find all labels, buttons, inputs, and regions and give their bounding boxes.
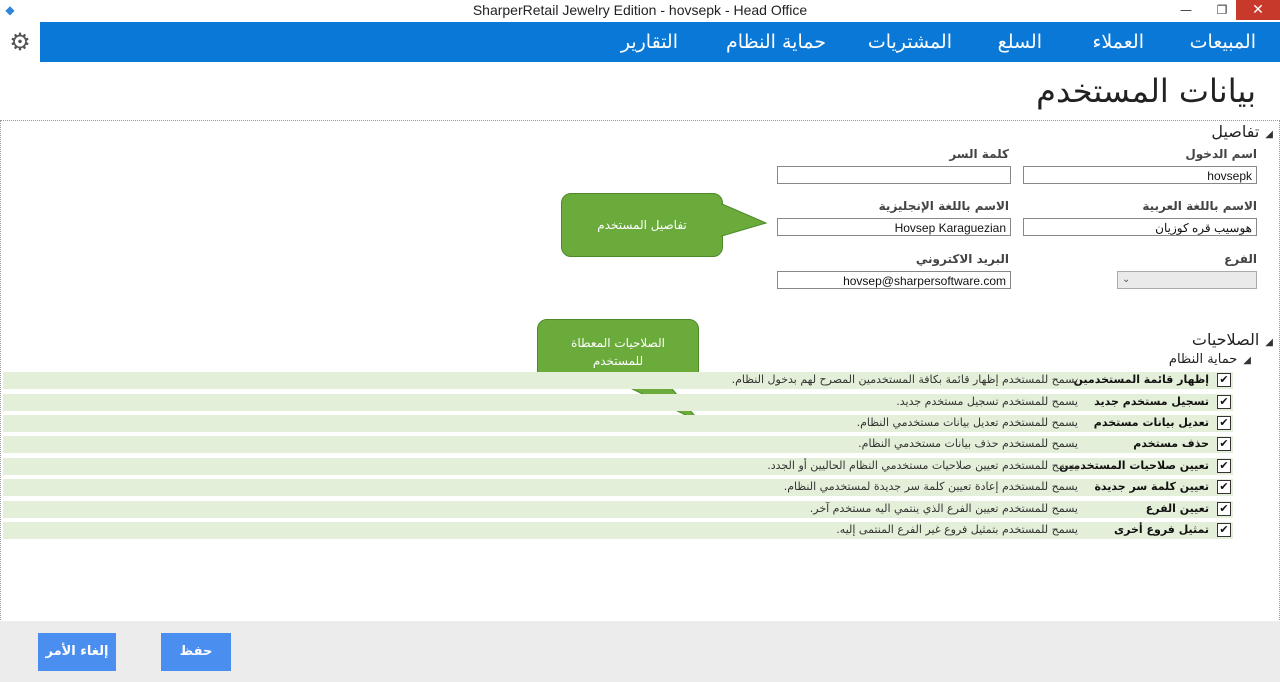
details-callout-text: تفاصيل المستخدم: [597, 218, 687, 232]
restore-button[interactable]: ❐: [1216, 3, 1228, 17]
window-titlebar: [0, 0, 1280, 22]
email-input[interactable]: hovsep@sharpersoftware.com: [777, 271, 1011, 289]
permissions-group-header[interactable]: [1169, 352, 1251, 367]
permission-checkbox[interactable]: ✔: [1217, 416, 1231, 430]
permissions-section-title: الصلاحيات: [1191, 330, 1260, 349]
name-en-input[interactable]: Hovsep Karaguezian: [777, 218, 1011, 236]
footer-bar: [0, 621, 1280, 682]
gem-icon: ◆: [5, 3, 15, 17]
password-label: كلمة السر: [949, 147, 1009, 161]
content-panel: [0, 120, 1280, 622]
details-section-title: تفاصيل: [1211, 122, 1260, 141]
permission-description: يسمح للمستخدم تعيين الفرع الذي ينتمي اليه مستخدم آخر.: [809, 502, 1078, 515]
collapse-triangle-icon[interactable]: ◢: [1265, 129, 1273, 140]
permission-row: [3, 458, 1233, 475]
permission-checkbox[interactable]: ✔: [1217, 437, 1231, 451]
minimize-button[interactable]: —: [1180, 3, 1192, 17]
cancel-button[interactable]: إلغاء الأمر: [38, 633, 116, 671]
permission-description: يسمح للمستخدم تسجيل مستخدم جديد.: [896, 395, 1078, 408]
permission-name: تمثيل فروع أخرى: [1114, 523, 1209, 536]
main-nav: [0, 22, 1280, 62]
permission-name: تعيين صلاحيات المستخدمين: [1059, 459, 1209, 472]
nav-item-reports[interactable]: التقارير: [620, 31, 678, 53]
details-callout: [561, 193, 723, 257]
gear-icon[interactable]: ⚙: [0, 22, 40, 62]
password-input[interactable]: [777, 166, 1011, 184]
permission-checkbox[interactable]: ✔: [1217, 480, 1231, 494]
username-label: اسم الدخول: [1185, 147, 1257, 161]
permission-checkbox[interactable]: ✔: [1217, 373, 1231, 387]
permission-row: [3, 372, 1233, 389]
username-input[interactable]: hovsepk: [1023, 166, 1257, 184]
collapse-triangle-icon[interactable]: ◢: [1243, 355, 1251, 366]
permission-name: إظهار قائمة المستخدمين: [1073, 373, 1209, 386]
name-en-label: الاسم باللغة الإنجليزية: [878, 199, 1009, 213]
permission-name: حذف مستخدم: [1133, 437, 1209, 450]
branch-label: الفرع: [1224, 252, 1257, 266]
permission-checkbox[interactable]: ✔: [1217, 502, 1231, 516]
email-label: البريد الاكتروني: [915, 252, 1009, 266]
nav-item-sales[interactable]: المبيعات: [1189, 31, 1256, 53]
permission-name: تسجيل مستخدم جديد: [1094, 395, 1209, 408]
nav-item-purchases[interactable]: المشتريات: [867, 31, 952, 53]
permissions-group-title: حماية النظام: [1168, 352, 1238, 367]
nav-item-items[interactable]: السلع: [997, 31, 1042, 53]
save-button[interactable]: حفظ: [161, 633, 231, 671]
name-ar-input[interactable]: هوسيب قره كوزيان: [1023, 218, 1257, 236]
permission-description: يسمح للمستخدم بتمثيل فروع غير الفرع المنتمى إليه.: [836, 523, 1078, 536]
nav-item-customers[interactable]: العملاء: [1092, 31, 1144, 53]
permission-row: [3, 415, 1233, 432]
details-section-header[interactable]: [1211, 122, 1273, 141]
close-button[interactable]: ✕: [1236, 0, 1280, 20]
name-ar-label: الاسم باللغة العربية: [1142, 199, 1257, 213]
permission-row: [3, 394, 1233, 411]
branch-select[interactable]: [1117, 271, 1257, 289]
permission-row: [3, 479, 1233, 496]
permissions-section-header[interactable]: [1192, 330, 1273, 349]
permissions-callout-line2: للمستخدم: [592, 354, 644, 368]
permission-description: يسمح للمستخدم تعيين صلاحيات مستخدمي النظام الحاليين أو الجدد.: [767, 459, 1078, 472]
collapse-triangle-icon[interactable]: ◢: [1265, 337, 1273, 348]
permission-description: يسمح للمستخدم إظهار قائمة بكافة المستخدمين المصرح لهم بدخول النظام.: [731, 373, 1078, 386]
permission-row: [3, 501, 1233, 518]
permissions-callout-line1: الصلاحيات المعطاة: [571, 336, 665, 350]
nav-item-system-security[interactable]: حماية النظام: [726, 31, 826, 53]
permission-checkbox[interactable]: ✔: [1217, 523, 1231, 537]
permission-name: تعيين كلمة سر جديدة: [1094, 480, 1209, 493]
permission-description: يسمح للمستخدم تعديل بيانات مستخدمي النظام.: [856, 416, 1078, 429]
permission-description: يسمح للمستخدم إعادة تعيين كلمة سر جديدة لمستخدمي النظام.: [783, 480, 1078, 493]
permission-row: [3, 436, 1233, 453]
permission-name: تعديل بيانات مستخدم: [1093, 416, 1209, 429]
permission-description: يسمح للمستخدم حذف بيانات مستخدمي النظام.: [858, 437, 1078, 450]
page-title: بيانات المستخدم: [1036, 72, 1256, 110]
permission-name: تعيين الفرع: [1145, 502, 1209, 515]
permission-checkbox[interactable]: ✔: [1217, 395, 1231, 409]
chevron-down-icon: ⌄: [1122, 274, 1131, 285]
window-title: SharperRetail Jewelry Edition - hovsepk - Head Office: [472, 2, 808, 18]
callout-pointer: [722, 204, 723, 205]
permission-row: [3, 522, 1233, 539]
permission-checkbox[interactable]: ✔: [1217, 459, 1231, 473]
